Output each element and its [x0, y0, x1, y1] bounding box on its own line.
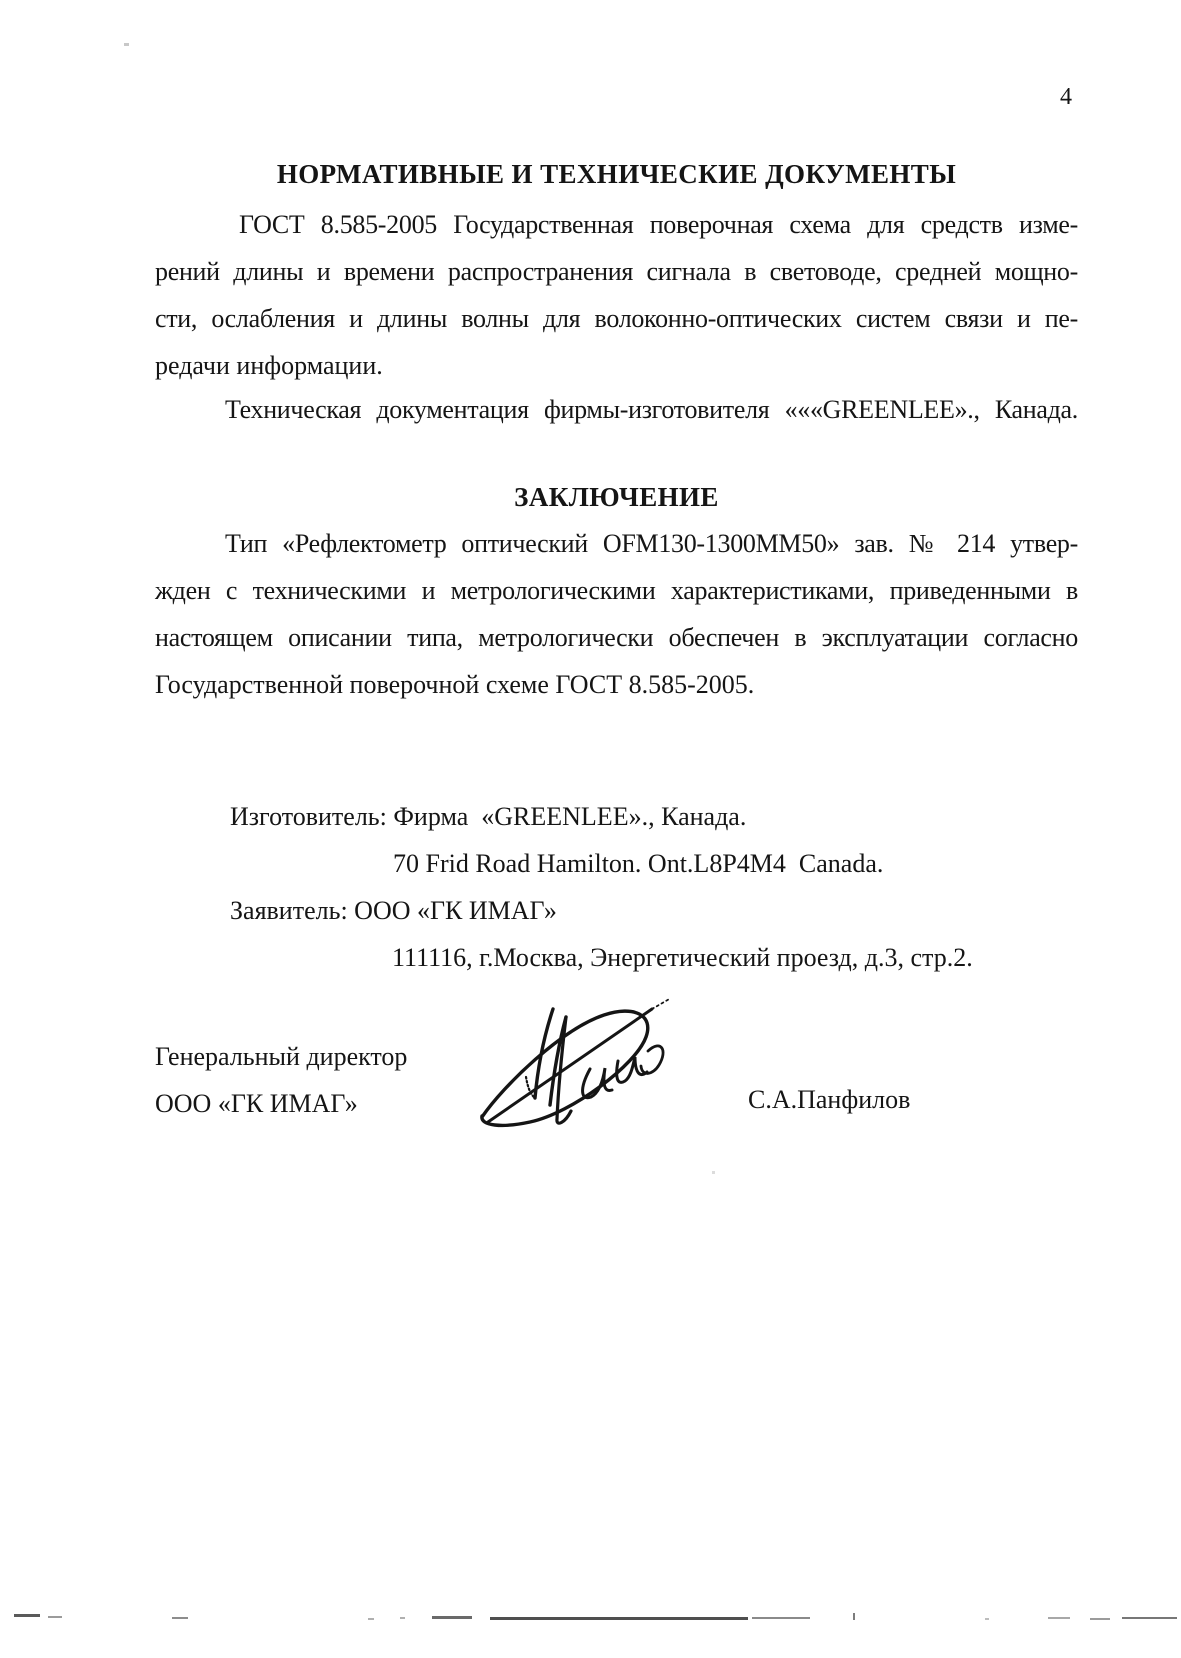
- scan-speck: [712, 1171, 715, 1174]
- scan-artifact: [853, 1613, 855, 1620]
- scan-artifact: [1090, 1618, 1110, 1620]
- manufacturer-line: Изготовитель: Фирма «GREENLEE»., Канада.: [230, 802, 747, 831]
- gost-paragraph-line: ГОСТ 8.585-2005 Государственная поверочная схема для средств изме-: [239, 210, 1078, 239]
- handwritten-signature-icon: [468, 993, 678, 1138]
- gost-paragraph-line: сти, ослабления и длины волны для волоконно-оптических систем связи и пе-: [155, 304, 1078, 333]
- manufacturer-address: 70 Frid Road Hamilton. Ont.L8P4M4 Canada.: [393, 849, 884, 878]
- director-org-line: ООО «ГК ИМАГ»: [155, 1089, 358, 1118]
- scan-artifact: [172, 1617, 188, 1619]
- scan-artifact: [400, 1617, 405, 1619]
- scan-artifact: [490, 1617, 748, 1620]
- scan-artifact: [48, 1616, 62, 1618]
- director-title-line: Генеральный директор: [155, 1042, 408, 1071]
- scan-artifact: [1048, 1617, 1070, 1619]
- scan-artifact: [368, 1618, 374, 1620]
- applicant-address: 111116, г.Москва, Энергетический проезд, д.3, стр.2.: [392, 943, 973, 972]
- conclusion-paragraph-line: настоящем описании типа, метрологически обеспечен в эксплуатации согласно: [155, 623, 1078, 652]
- scan-artifact: [752, 1617, 810, 1619]
- conclusion-heading: ЗАКЛЮЧЕНИЕ: [514, 482, 719, 512]
- conclusion-paragraph-line: Государственной поверочной схеме ГОСТ 8.585-2005.: [155, 670, 755, 699]
- scan-speck: [124, 43, 129, 46]
- tech-doc-line: Техническая документация фирмы-изготовителя «««GREENLEE»., Канада.: [225, 395, 1078, 424]
- applicant-line: Заявитель: ООО «ГК ИМАГ»: [230, 896, 557, 925]
- page-number: 4: [1060, 84, 1072, 110]
- normative-documents-heading: НОРМАТИВНЫЕ И ТЕХНИЧЕСКИЕ ДОКУМЕНТЫ: [276, 159, 957, 189]
- gost-paragraph-line: редачи информации.: [155, 351, 383, 380]
- gost-paragraph-line: рений длины и времени распространения сигнала в световоде, средней мощно-: [155, 257, 1078, 286]
- scan-artifact: [432, 1616, 472, 1619]
- conclusion-paragraph-line: Тип «Рефлектометр оптический OFM130-1300MM50» зав. № 214 утвер-: [225, 529, 1078, 558]
- conclusion-paragraph-line: жден с техническими и метрологическими характеристиками, приведенными в: [155, 576, 1078, 605]
- scan-artifact: [985, 1618, 989, 1620]
- scan-artifact: [14, 1614, 40, 1617]
- signer-name: С.А.Панфилов: [748, 1085, 911, 1114]
- scan-artifact: [1122, 1617, 1177, 1619]
